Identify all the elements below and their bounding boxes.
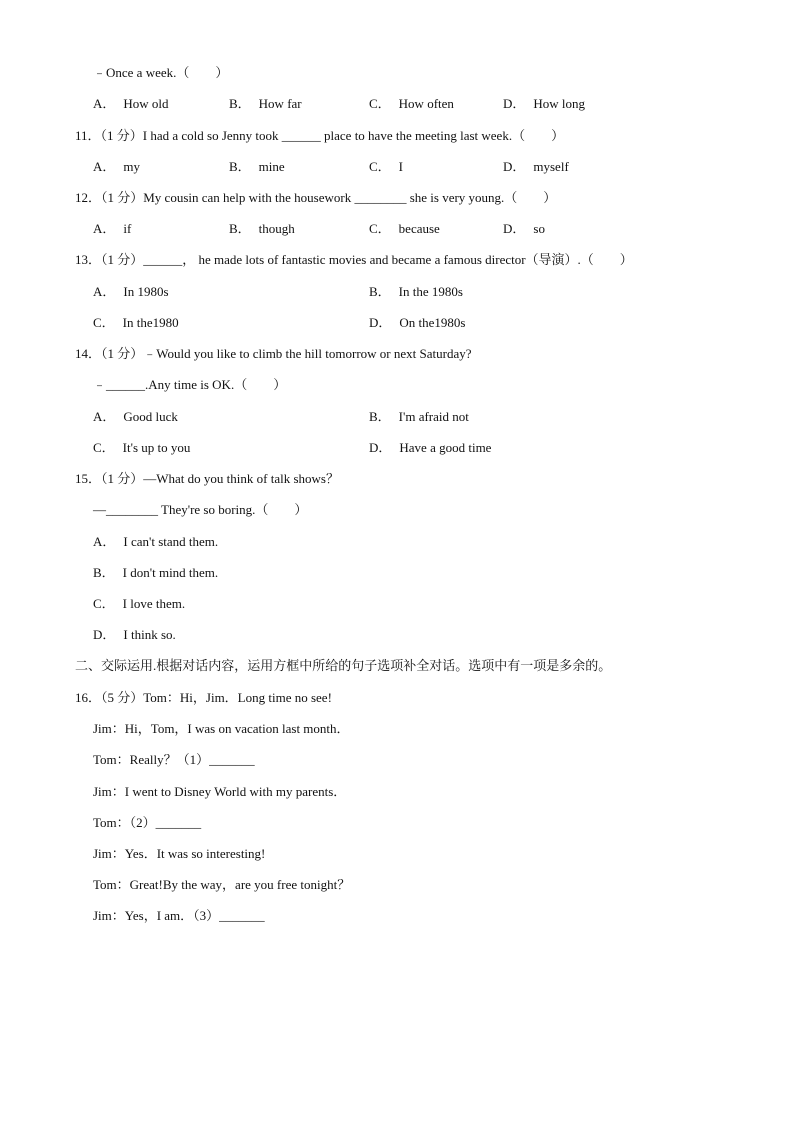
q13-option-d: D． On the1980s — [369, 315, 466, 330]
q14-answer-line: ﹣______.Any time is OK.（ ） — [93, 377, 287, 392]
q10-option-b: B． How far — [229, 96, 302, 111]
q12-option-d: D． so — [503, 221, 545, 236]
q12-option-b: B． though — [229, 221, 295, 236]
q12-option-c: C． because — [369, 221, 440, 236]
q14-option-a: A． Good luck — [93, 409, 178, 424]
q14-option-d: D． Have a good time — [369, 440, 492, 455]
q16-line-2: Jim：Hi，Tom，I was on vacation last month． — [93, 721, 350, 736]
section-2-heading: 二、交际运用.根据对话内容，运用方框中所给的句子选项补全对话。选项中有一项是多余的。 — [75, 658, 612, 673]
q16-line-6: Jim：Yes．It was so interesting! — [93, 846, 266, 861]
q16-line-5: Tom：（2）_______ — [93, 815, 202, 830]
q13-stem: 13．（1 分）______， he made lots of fantastic movies and became a famous director（导演）.（ ） — [75, 252, 633, 267]
q13-option-b: B． In the 1980s — [369, 284, 463, 299]
q12-stem: 12．（1 分）My cousin can help with the housework ________ she is very young.（ ） — [75, 190, 557, 205]
q15-option-b: B． I don't mind them. — [93, 565, 219, 580]
q16-line-8: Jim：Yes，I am．（3）_______ — [93, 908, 265, 923]
q14-stem: 14．（1 分）﹣Would you like to climb the hill tomorrow or next Saturday? — [75, 346, 472, 361]
q10-answer-line: ﹣Once a week.（ ） — [93, 65, 229, 80]
q15-stem: 15．（1 分）—What do you think of talk shows？ — [75, 471, 339, 486]
q15-answer-line: —________ They're so boring.（ ） — [93, 502, 308, 517]
q11-option-c: C． I — [369, 159, 404, 174]
q16-line-3: Tom：Really？（1）_______ — [93, 752, 255, 767]
q13-option-c: C． In the1980 — [93, 315, 179, 330]
q15-option-d: D． I think so. — [93, 627, 176, 642]
q11-stem: 11．（1 分）I had a cold so Jenny took ______ place to have the meeting last week.（ ） — [75, 128, 565, 143]
q14-option-b: B． I'm afraid not — [369, 409, 469, 424]
q15-option-a: A． I can't stand them. — [93, 534, 219, 549]
q10-option-d: D． How long — [503, 96, 586, 111]
q16-line-1: 16．（5 分）Tom：Hi，Jim．Long time no see! — [75, 690, 332, 705]
q12-option-a: A． if — [93, 221, 132, 236]
q11-option-a: A． my — [93, 159, 141, 174]
q11-option-b: B． mine — [229, 159, 285, 174]
q10-option-c: C． How often — [369, 96, 454, 111]
q10-option-a: A． How old — [93, 96, 169, 111]
q15-option-c: C． I love them. — [93, 596, 186, 611]
q16-line-4: Jim：I went to Disney World with my parents． — [93, 784, 347, 799]
q11-option-d: D． myself — [503, 159, 569, 174]
q14-option-c: C． It's up to you — [93, 440, 191, 455]
q13-option-a: A． In 1980s — [93, 284, 169, 299]
q16-line-7: Tom：Great!By the way，are you free tonight？ — [93, 877, 351, 892]
